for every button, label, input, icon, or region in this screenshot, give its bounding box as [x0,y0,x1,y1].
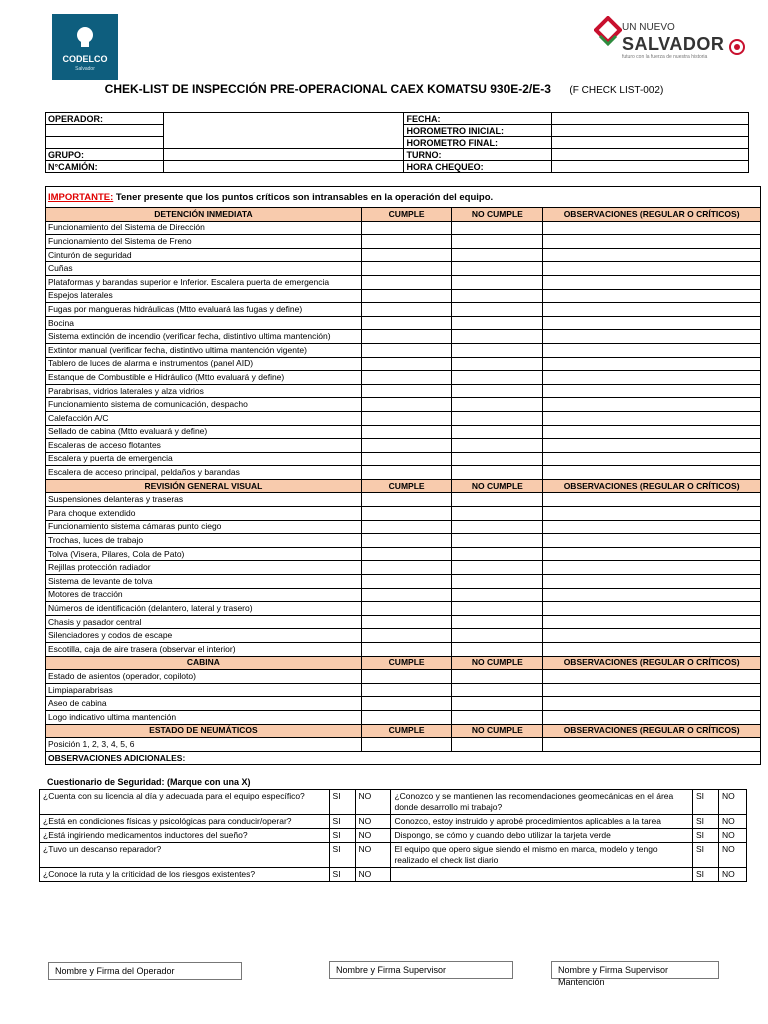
cumple-cell[interactable] [361,575,452,589]
column-observaciones: OBSERVACIONES (REGULAR O CRÍTICOS) [543,208,761,222]
cumple-cell[interactable] [361,343,452,357]
checklist-item-label: Cuñas [46,262,362,276]
observaciones-cell[interactable] [543,262,761,276]
operador-field-extra[interactable] [46,125,164,137]
salvador-logo-line2: SALVADOR [622,34,725,54]
checklist-row [46,357,761,371]
observaciones-cell[interactable] [543,697,761,711]
observaciones-cell[interactable] [543,561,761,575]
cumple-cell[interactable] [361,670,452,684]
observaciones-cell[interactable] [543,520,761,534]
no-cumple-cell[interactable] [452,303,543,317]
checklist-item-label: Logo indicativo ultima mantención [46,710,362,724]
firma-supervisor-label: Nombre y Firma Supervisor [336,965,447,975]
cumple-cell[interactable] [361,520,452,534]
cumple-cell[interactable] [361,493,452,507]
checklist-item-label: Tolva (Visera, Pilares, Cola de Pato) [46,547,362,561]
cumple-cell[interactable] [361,221,452,235]
no-cumple-cell[interactable] [452,262,543,276]
section-header-row [46,724,761,738]
checklist-item-label: Calefacción A/C [46,411,362,425]
no-cumple-cell[interactable] [452,343,543,357]
cumple-cell[interactable] [361,275,452,289]
no-cumple-cell[interactable] [452,248,543,262]
no-cumple-cell[interactable] [452,330,543,344]
observaciones-cell[interactable] [543,683,761,697]
no-option-right[interactable]: NO [718,829,746,843]
no-cumple-cell[interactable] [452,710,543,724]
camion-field[interactable] [163,161,404,173]
no-option-left[interactable]: NO [355,829,391,843]
checklist-row [46,248,761,262]
observaciones-cell[interactable] [543,425,761,439]
importante-row [46,187,761,208]
checklist-item-label: Para choque extendido [46,507,362,521]
importante-label: IMPORTANTE: [48,191,114,203]
no-cumple-cell[interactable] [452,371,543,385]
observaciones-cell[interactable] [543,221,761,235]
observaciones-cell[interactable] [543,316,761,330]
no-cumple-cell[interactable] [452,357,543,371]
checklist-row [46,507,761,521]
checklist-item-label: Estado de asientos (operador, copiloto) [46,670,362,684]
cumple-cell[interactable] [361,262,452,276]
observaciones-adicionales-label[interactable]: OBSERVACIONES ADICIONALES: [46,751,761,765]
si-option-left[interactable]: SI [329,868,355,882]
column-cumple: CUMPLE [361,724,452,738]
checklist-row [46,547,761,561]
horometro-final-label: HOROMETRO FINAL: [404,137,552,149]
observaciones-cell[interactable] [543,398,761,412]
grupo-field[interactable] [163,149,404,161]
checklist-row [46,588,761,602]
checklist-row [46,262,761,276]
cumple-cell[interactable] [361,629,452,643]
no-cumple-cell[interactable] [452,235,543,249]
observaciones-cell[interactable] [543,384,761,398]
observaciones-cell[interactable] [543,303,761,317]
checklist-item-label: Escalera y puerta de emergencia [46,452,362,466]
cumple-cell[interactable] [361,738,452,752]
no-cumple-cell[interactable] [452,384,543,398]
no-cumple-cell[interactable] [452,439,543,453]
no-cumple-cell[interactable] [452,683,543,697]
turno-field[interactable] [552,149,749,161]
observaciones-cell[interactable] [543,534,761,548]
firma-operador-label: Nombre y Firma del Operador [55,966,175,976]
no-cumple-cell[interactable] [452,561,543,575]
checklist-item-label: Fugas por mangueras hidráulicas (Mtto evaluará las fugas y define) [46,303,362,317]
section-title: DETENCIÓN INMEDIATA [46,208,362,222]
firma-supervisor-mantencion-box[interactable] [551,961,719,987]
no-cumple-cell[interactable] [452,615,543,629]
checklist-row [46,425,761,439]
no-cumple-cell[interactable] [452,221,543,235]
cuestionario-title: Cuestionario de Seguridad: (Marque con una X) [47,777,251,787]
section-title: REVISIÓN GENERAL VISUAL [46,479,362,493]
codelco-logo [52,14,118,80]
section-header-row [46,208,761,222]
observaciones-cell[interactable] [543,289,761,303]
horometro-final-field[interactable] [552,137,749,149]
cumple-cell[interactable] [361,316,452,330]
turno-label: TURNO: [404,149,552,161]
checklist-row [46,439,761,453]
header-fields-table [45,112,749,173]
section-title: ESTADO DE NEUMÁTICOS [46,724,362,738]
checklist-item-label: Espejos laterales [46,289,362,303]
observaciones-cell[interactable] [543,275,761,289]
cuestionario-question-left: ¿Tuvo un descanso reparador? [40,843,330,868]
no-cumple-cell[interactable] [452,534,543,548]
checklist-item-label: Escalera de acceso principal, peldaños y barandas [46,466,362,480]
checklist-row [46,683,761,697]
observaciones-cell[interactable] [543,602,761,616]
salvador-logo [592,14,752,64]
document-title [0,80,768,98]
column-cumple: CUMPLE [361,208,452,222]
no-cumple-cell[interactable] [452,316,543,330]
observaciones-cell[interactable] [543,588,761,602]
horometro-inicial-label: HOROMETRO INICIAL: [404,125,552,137]
cuestionario-row [40,868,747,882]
cumple-cell[interactable] [361,683,452,697]
firma-operador-box[interactable] [48,962,242,980]
column-no-cumple: NO CUMPLE [452,724,543,738]
no-cumple-cell[interactable] [452,575,543,589]
cumple-cell[interactable] [361,248,452,262]
checklist-item-label: Chasis y pasador central [46,615,362,629]
document-code: (F CHECK LIST-002) [569,85,664,96]
column-no-cumple: NO CUMPLE [452,656,543,670]
cumple-cell[interactable] [361,411,452,425]
no-option-left[interactable]: NO [355,843,391,868]
observaciones-cell[interactable] [543,330,761,344]
cumple-cell[interactable] [361,303,452,317]
checklist-item-label: Trochas, luces de trabajo [46,534,362,548]
observaciones-cell[interactable] [543,670,761,684]
observaciones-cell[interactable] [543,575,761,589]
si-option-right[interactable]: SI [693,868,719,882]
checklist-row [46,561,761,575]
checklist-item-label: Funcionamiento sistema cámaras punto ciego [46,520,362,534]
operador-label: OPERADOR: [46,113,164,125]
observaciones-cell[interactable] [543,411,761,425]
no-cumple-cell[interactable] [452,275,543,289]
cumple-cell[interactable] [361,357,452,371]
checklist-row [46,629,761,643]
checklist-row [46,466,761,480]
observaciones-cell[interactable] [543,710,761,724]
cumple-cell[interactable] [361,371,452,385]
salvador-logo-tagline: futuro con la fuerza de nuestra historia [622,54,708,60]
section-header-row [46,479,761,493]
no-cumple-cell[interactable] [452,629,543,643]
no-cumple-cell[interactable] [452,588,543,602]
fecha-field[interactable] [552,113,749,125]
checklist-item-label: Motores de tracción [46,588,362,602]
observaciones-cell[interactable] [543,439,761,453]
cuestionario-question-right [391,868,693,882]
cumple-cell[interactable] [361,697,452,711]
checklist-row [46,289,761,303]
observaciones-cell[interactable] [543,357,761,371]
checklist-item-label: Sistema de levante de tolva [46,575,362,589]
observaciones-cell[interactable] [543,371,761,385]
no-cumple-cell[interactable] [452,697,543,711]
cumple-cell[interactable] [361,425,452,439]
codelco-logo-sub: Salvador [75,66,95,72]
checklist-item-label: Funcionamiento del Sistema de Dirección [46,221,362,235]
observaciones-cell[interactable] [543,615,761,629]
codelco-emblem-icon [72,24,98,50]
no-cumple-cell[interactable] [452,520,543,534]
firma-supervisor-box[interactable] [329,961,513,979]
column-cumple: CUMPLE [361,656,452,670]
checklist-item-label: Escaleras de acceso flotantes [46,439,362,453]
section-title: CABINA [46,656,362,670]
cuestionario-question-right: Conozco, estoy instruido y aprobé procedimientos aplicables a la tarea [391,815,693,829]
cumple-cell[interactable] [361,330,452,344]
no-option-left[interactable]: NO [355,815,391,829]
column-observaciones: OBSERVACIONES (REGULAR O CRÍTICOS) [543,479,761,493]
cuestionario-row [40,815,747,829]
no-option-right[interactable]: NO [718,868,746,882]
cumple-cell[interactable] [361,384,452,398]
checklist-item-label: Sistema extinción de incendio (verificar fecha, distintivo ultima mantención) [46,330,362,344]
observaciones-cell[interactable] [543,466,761,480]
observaciones-cell[interactable] [543,629,761,643]
cuestionario-question-left: ¿Está en condiciones físicas y psicológicas para conducir/operar? [40,815,330,829]
cuestionario-row [40,829,747,843]
si-option-right[interactable]: SI [693,790,719,815]
cuestionario-row [40,790,747,815]
cumple-cell[interactable] [361,588,452,602]
observaciones-cell[interactable] [543,343,761,357]
anniversary-seal-icon [728,38,746,56]
no-option-right[interactable]: NO [718,790,746,815]
section-header-row [46,656,761,670]
no-cumple-cell[interactable] [452,602,543,616]
no-cumple-cell[interactable] [452,398,543,412]
checklist-item-label: Suspensiones delanteras y traseras [46,493,362,507]
checklist-row [46,398,761,412]
checklist-row [46,520,761,534]
checklist-row [46,575,761,589]
checklist-row [46,697,761,711]
cuestionario-question-right: Dispongo, se cómo y cuando debo utilizar la tarjeta verde [391,829,693,843]
cumple-cell[interactable] [361,710,452,724]
importante-text: Tener presente que los puntos críticos son intransables en la operación del equipo. [113,191,494,203]
checklist-item-label: Bocina [46,316,362,330]
checklist-row [46,303,761,317]
cumple-cell[interactable] [361,398,452,412]
si-option-right[interactable]: SI [693,815,719,829]
checklist-row [46,615,761,629]
checklist-row [46,235,761,249]
firma-supervisor-mantencion-label: Nombre y Firma Supervisor Mantención [558,965,669,987]
si-option-right[interactable]: SI [693,829,719,843]
checklist-item-label: Tablero de luces de alarma e instrumentos (panel AID) [46,357,362,371]
horometro-inicial-field[interactable] [552,125,749,137]
cuestionario-question-left: ¿Conoce la ruta y la criticidad de los riesgos existentes? [40,868,330,882]
no-option-left[interactable]: NO [355,790,391,815]
observaciones-cell[interactable] [543,248,761,262]
column-no-cumple: NO CUMPLE [452,479,543,493]
cuestionario-table [39,789,747,882]
checklist-row [46,221,761,235]
observaciones-cell[interactable] [543,493,761,507]
observaciones-cell[interactable] [543,235,761,249]
checklist-item-label: Estanque de Combustible e Hidráulico (Mtto evaluará y define) [46,371,362,385]
no-cumple-cell[interactable] [452,289,543,303]
no-cumple-cell[interactable] [452,493,543,507]
si-option-left[interactable]: SI [329,790,355,815]
salvador-emblem-icon [594,16,622,52]
observaciones-cell[interactable] [543,643,761,657]
checklist-item-label: Limpiaparabrisas [46,683,362,697]
cumple-cell[interactable] [361,561,452,575]
column-no-cumple: NO CUMPLE [452,208,543,222]
observaciones-adicionales-row [46,751,761,765]
cumple-cell[interactable] [361,534,452,548]
cumple-cell[interactable] [361,643,452,657]
checklist-row [46,371,761,385]
camion-label: N°CAMIÓN: [46,161,164,173]
cuestionario-row [40,843,747,868]
no-cumple-cell[interactable] [452,452,543,466]
column-cumple: CUMPLE [361,479,452,493]
no-cumple-cell[interactable] [452,507,543,521]
no-cumple-cell[interactable] [452,547,543,561]
codelco-logo-name: CODELCO [62,54,108,64]
cumple-cell[interactable] [361,289,452,303]
checklist-row [46,316,761,330]
observaciones-cell[interactable] [543,452,761,466]
checklist-item-label: Cinturón de seguridad [46,248,362,262]
cumple-cell[interactable] [361,466,452,480]
no-cumple-cell[interactable] [452,643,543,657]
no-cumple-cell[interactable] [452,466,543,480]
si-option-left[interactable]: SI [329,843,355,868]
checklist-item-label: Posición 1, 2, 3, 4, 5, 6 [46,738,362,752]
cumple-cell[interactable] [361,235,452,249]
salvador-logo-line1: UN NUEVO [622,22,675,33]
cumple-cell[interactable] [361,439,452,453]
checklist-row [46,343,761,357]
checklist-row [46,534,761,548]
cuestionario-question-left: ¿Cuenta con su licencia al día y adecuada para el equipo específico? [40,790,330,815]
no-cumple-cell[interactable] [452,670,543,684]
no-cumple-cell[interactable] [452,738,543,752]
cuestionario-question-right: ¿Conozco y se mantienen las recomendaciones geomecánicas en el área donde desarrollo mi trabajo? [391,790,693,815]
checklist-item-label: Parabrisas, vidrios laterales y alza vidrios [46,384,362,398]
checklist-item-label: Funcionamiento del Sistema de Freno [46,235,362,249]
fecha-label: FECHA: [404,113,552,125]
observaciones-cell[interactable] [543,547,761,561]
cuestionario-question-right: El equipo que opero sigue siendo el mismo en marca, modelo y tengo realizado el check list diario [391,843,693,868]
checklist-row [46,452,761,466]
hora-chequeo-field[interactable] [552,161,749,173]
checklist-row [46,643,761,657]
observaciones-cell[interactable] [543,738,761,752]
no-option-right[interactable]: NO [718,843,746,868]
column-observaciones: OBSERVACIONES (REGULAR O CRÍTICOS) [543,724,761,738]
si-option-left[interactable]: SI [329,815,355,829]
importante-note [46,187,761,208]
cumple-cell[interactable] [361,507,452,521]
checklist-item-label: Números de identificación (delantero, lateral y trasero) [46,602,362,616]
no-option-right[interactable]: NO [718,815,746,829]
no-option-left[interactable]: NO [355,868,391,882]
checklist-row [46,602,761,616]
checklist-table [45,186,761,765]
operador-field[interactable] [163,113,404,149]
checklist-item-label: Aseo de cabina [46,697,362,711]
column-observaciones: OBSERVACIONES (REGULAR O CRÍTICOS) [543,656,761,670]
checklist-item-label: Escotilla, caja de aire trasera (observar el interior) [46,643,362,657]
cumple-cell[interactable] [361,547,452,561]
checklist-item-label: Rejillas protección radiador [46,561,362,575]
checklist-row [46,411,761,425]
checklist-row [46,275,761,289]
checklist-row [46,738,761,752]
checklist-row [46,710,761,724]
checklist-row [46,493,761,507]
grupo-label: GRUPO: [46,149,164,161]
checklist-row [46,330,761,344]
observaciones-cell[interactable] [543,507,761,521]
no-cumple-cell[interactable] [452,425,543,439]
checklist-item-label: Sellado de cabina (Mtto evaluará y define) [46,425,362,439]
checklist-item-label: Extintor manual (verificar fecha, distintivo ultima mantención vigente) [46,343,362,357]
document-title-main: CHEK-LIST DE INSPECCIÓN PRE-OPERACIONAL CAEX KOMATSU 930E-2/E-3 [104,82,551,96]
checklist-item-label: Silenciadores y codos de escape [46,629,362,643]
cumple-cell[interactable] [361,602,452,616]
checklist-item-label: Plataformas y barandas superior e Inferior. Escalera puerta de emergencia [46,275,362,289]
hora-chequeo-label: HORA CHEQUEO: [404,161,552,173]
checklist-item-label: Funcionamiento sistema de comunicación, despacho [46,398,362,412]
checklist-row [46,384,761,398]
cuestionario-question-left: ¿Está ingiriendo medicamentos inductores del sueño? [40,829,330,843]
cumple-cell[interactable] [361,452,452,466]
no-cumple-cell[interactable] [452,411,543,425]
si-option-right[interactable]: SI [693,843,719,868]
si-option-left[interactable]: SI [329,829,355,843]
operador-field-extra-2[interactable] [46,137,164,149]
cumple-cell[interactable] [361,615,452,629]
checklist-row [46,670,761,684]
